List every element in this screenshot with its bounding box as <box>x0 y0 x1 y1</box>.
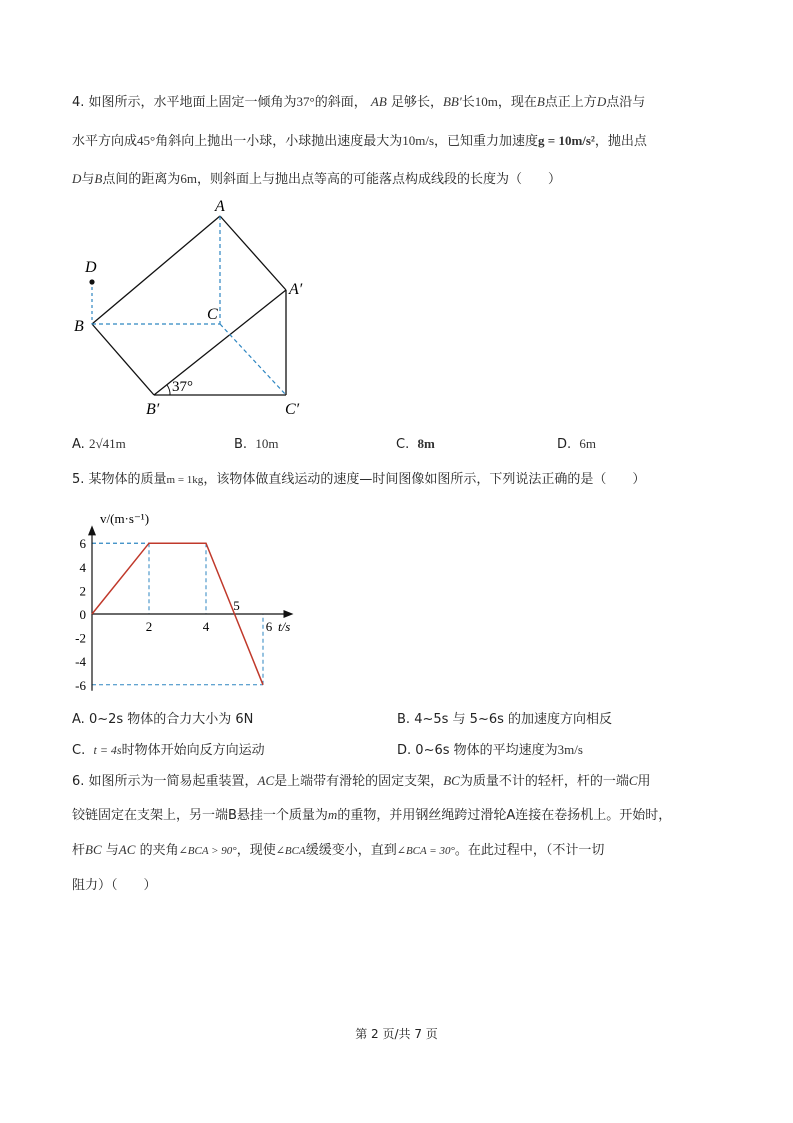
label-angle: 37° <box>172 379 193 395</box>
label-A2: A′ <box>289 281 303 298</box>
label-B: B <box>74 318 84 335</box>
q4-line-3: D与B点间的距离为6m，则斜面上与抛出点等高的可能落点构成线段的长度为（ ） <box>72 171 562 187</box>
y-tick-label: 6 <box>79 536 86 552</box>
label-C: C <box>207 306 218 323</box>
q4-prism-figure <box>70 195 330 420</box>
y-tick-label: 0 <box>79 607 86 622</box>
q6-line-1: 6. 如图所示为一简易起重装置，AC是上端带有滑轮的固定支架，BC为质量不计的轻杆，杆的一端C用 <box>72 773 651 789</box>
edge-B-B2 <box>92 324 154 395</box>
y-tick-label: -2 <box>75 630 86 646</box>
label-B2: B′ <box>146 401 160 418</box>
q5-line-1: 5. 某物体的质量m = 1kg，该物体做直线运动的速度—时间图像如图所示，下列说法正确的是（ ） <box>72 472 646 487</box>
label-A: A <box>215 198 225 215</box>
y-tick-label: 2 <box>79 583 86 599</box>
q4-option-c[interactable]: C. 8m <box>396 436 435 452</box>
q4-line-1: 4. 如图所示，水平地面上固定一倾角为37°的斜面， AB 足够长，BB′长10m，现在B点正上方D点沿与 <box>72 94 646 110</box>
edge-A-A2 <box>220 216 286 290</box>
x-tick-label: 4 <box>202 619 210 634</box>
x-tick-label: 6 <box>265 619 273 634</box>
q6-line-4: 阻力）（ ） <box>72 878 157 893</box>
q4-option-b[interactable]: B. 10m <box>234 436 279 452</box>
chart-x-label: t/s <box>278 619 291 634</box>
q6-line-2: 铰链固定在支架上，另一端B悬挂一个质量为m的重物，并用钢丝绳跨过滑轮A连接在卷扬机上。开始时， <box>72 807 672 823</box>
q4-line-2: 水平方向成45°角斜向上抛出一小球，小球抛出速度最大为10m/s，已知重力加速度g = 10m/s²，抛出点 <box>72 133 647 149</box>
y-tick-label: -4 <box>75 654 86 670</box>
y-axis-arrow <box>88 525 96 535</box>
q5-velocity-time-chart <box>70 505 310 705</box>
q5-option-a[interactable]: A. 0~2s 物体的合力大小为 6N <box>72 712 254 727</box>
page-footer: 第 2 页/共 7 页 <box>355 1027 438 1041</box>
q5-option-d[interactable]: D. 0~6s 物体的平均速度为3m/s <box>397 742 583 758</box>
label-C2: C′ <box>285 401 300 418</box>
hidden-C-C2 <box>220 324 286 395</box>
x-tick-label: 5 <box>233 598 240 613</box>
chart-y-label: v/(m·s⁻¹) <box>100 511 150 526</box>
edge-B-A <box>92 216 220 324</box>
y-tick-label: 4 <box>79 559 86 575</box>
q5-option-c[interactable]: C. t = 4s时物体开始向反方向运动 <box>72 743 265 758</box>
y-tick-label: -6 <box>75 677 86 693</box>
q4-option-a[interactable]: A. 2√41m <box>72 436 126 452</box>
x-tick-label: 2 <box>145 619 153 634</box>
point-D <box>89 279 94 284</box>
q4-option-d[interactable]: D. 6m <box>557 436 597 452</box>
q6-line-3: 杆BC 与AC 的夹角∠BCA > 90°，现使∠BCA缓缓变小，直到∠BCA = 30°。在此过程中，（不计一切 <box>72 842 605 858</box>
label-D: D <box>85 259 97 276</box>
q5-option-b[interactable]: B. 4~5s 与 5~6s 的加速度方向相反 <box>397 712 613 727</box>
x-axis-arrow <box>284 610 294 618</box>
angle-arc <box>167 385 170 395</box>
